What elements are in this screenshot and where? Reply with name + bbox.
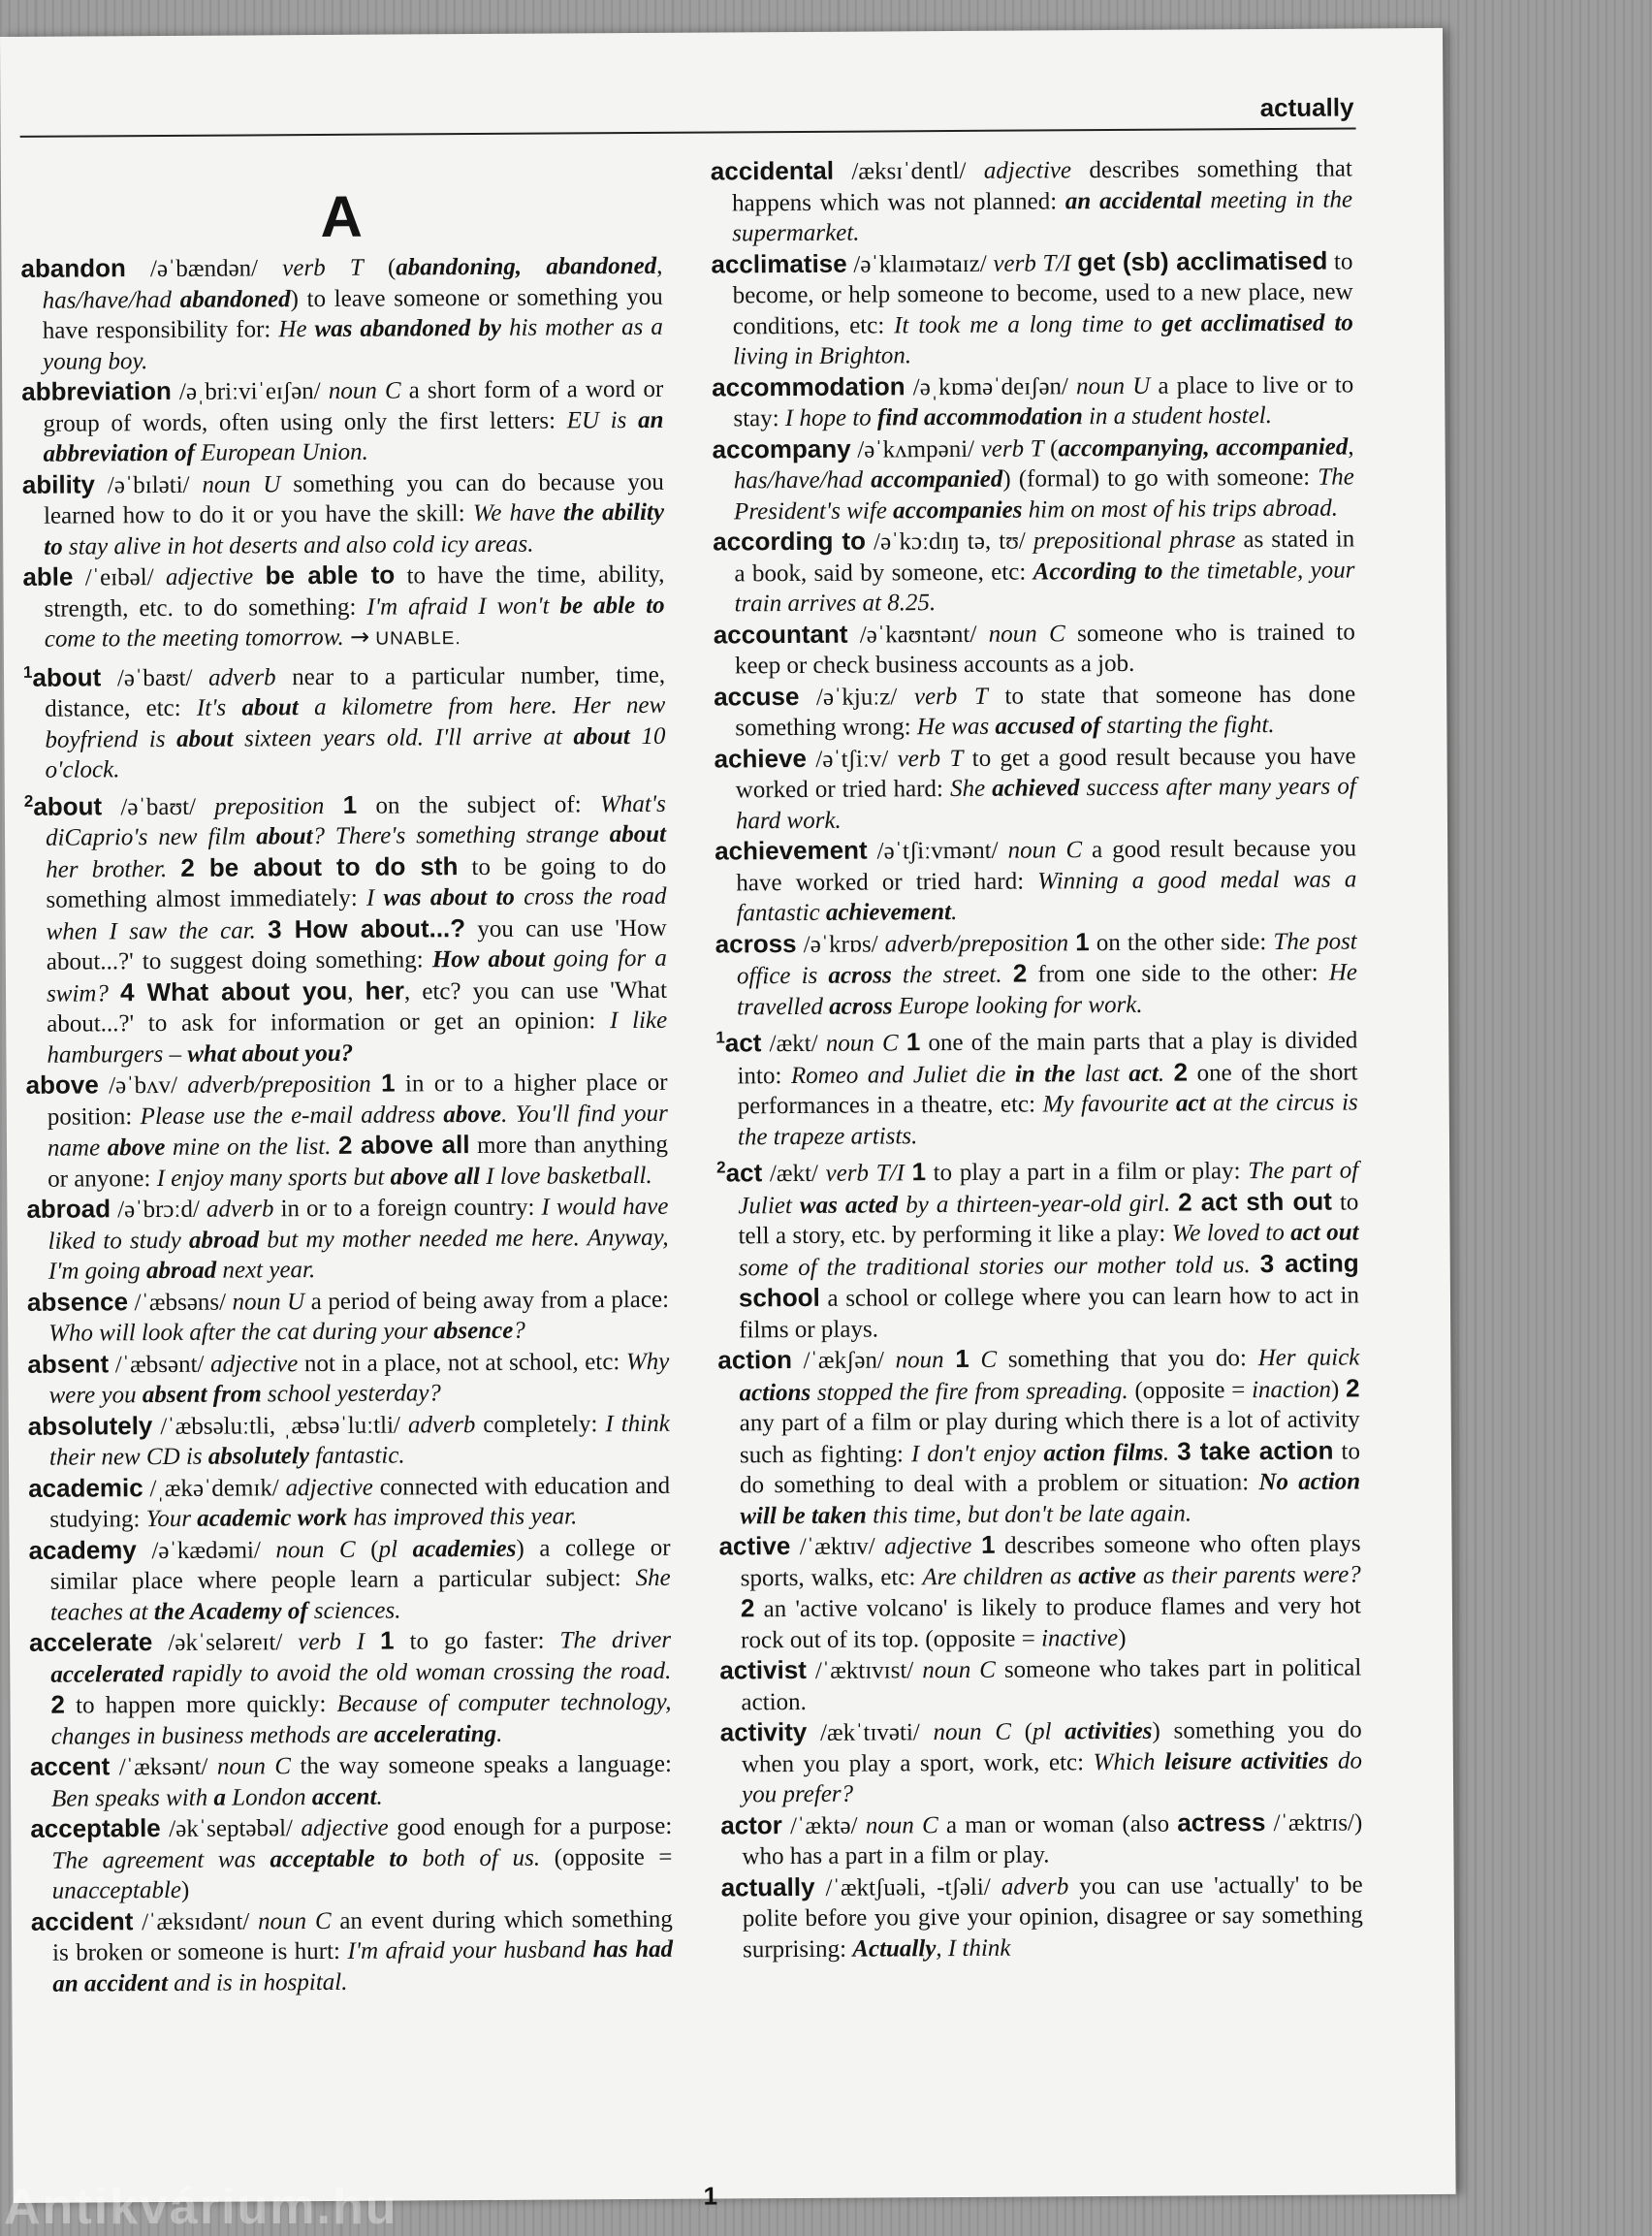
cross-reference-arrow-icon: → bbox=[349, 623, 370, 651]
left-column bbox=[20, 157, 674, 1999]
dictionary-entry: $^2$act /ækt/ verb T/I 1 to play a part in a film or play: The part of Juliet was acted by a thirteen-year-old girl. 2 act sth out to tell a story, etc. by performing it like a play: We loved to act out some of the traditional stories our mother told us. 3 acting school a school or college where you can learn how to act in films or plays. bbox=[716, 1157, 1360, 1343]
dictionary-entry: actually /ˈæktʃuəli, -tʃəli/ adverb you can use 'actually' to be polite before you give your opinion, disagree or say something surprising: Actually, I think bbox=[720, 1870, 1363, 1963]
headword: achievement bbox=[715, 835, 868, 866]
headword: accompany bbox=[712, 433, 851, 464]
dictionary-entry: abbreviation /əˌbriːviˈeɪʃən/ noun C a short form of a word or group of words, often using only the first letters: EU is an abbreviation of European Union. bbox=[21, 375, 664, 467]
headword: acceptable bbox=[30, 1813, 161, 1843]
dictionary-entry: accidental /æksɪˈdentl/ adjective describes something that happens which was not planned: an accidental meeting in the supermarket. bbox=[710, 155, 1353, 247]
headword: across bbox=[715, 928, 797, 959]
dictionary-entry: achieve /əˈtʃiːv/ verb T to get a good result because you have worked or tried hard: She achieved success after many years of hard work. bbox=[714, 742, 1356, 834]
dictionary-entry: accent /ˈæksənt/ noun C the way someone speaks a language: Ben speaks with a London accent. bbox=[29, 1750, 672, 1812]
headword: actor bbox=[720, 1809, 782, 1839]
dictionary-entry: $^1$act /ækt/ noun C 1 one of the main parts that a play is divided into: Romeo and Juliet die in the last act. 2 one of the short performances in a theatre, etc: My favourite act at the circus is the trapeze artists. bbox=[715, 1027, 1358, 1150]
dictionary-entry: accident /ˈæksɪdənt/ noun C an event during which something is broken or someone is hurt: I'm afraid your husband has had an accident and is in hospital. bbox=[30, 1905, 674, 1997]
dictionary-entry: academic /ˌækəˈdemɪk/ adjective connected with education and studying: Your academic work has improved this year. bbox=[28, 1472, 671, 1533]
watermark: Antikvárium.hu bbox=[4, 2179, 398, 2235]
headword: academy bbox=[28, 1534, 137, 1565]
dictionary-entry: absent /ˈæbsənt/ adjective not in a place, not at school, etc: Why were you absent from school yesterday? bbox=[27, 1348, 670, 1409]
dictionary-entry: acclimatise /əˈklaɪmətaɪz/ verb T/I get (sb) acclimatised to become, or help someone to become, used to a new place, new conditions, etc: It took me a long time to get acclimatised to living in Brighton. bbox=[711, 245, 1353, 370]
headword: accuse bbox=[714, 681, 800, 712]
headword: academic bbox=[28, 1472, 143, 1503]
dictionary-entry: abroad /əˈbrɔːd/ adverb in or to a foreign country: I would have liked to study abroad but my mother needed me here. Anyway, I'm going abroad next year. bbox=[26, 1193, 669, 1285]
headword: act bbox=[724, 1028, 762, 1058]
dictionary-entry: activist /ˈæktɪvɪst/ noun C someone who takes part in political action. bbox=[719, 1654, 1362, 1715]
dictionary-entry: accountant /əˈkaʊntənt/ noun C someone who is trained to keep or check business accounts as a job. bbox=[713, 618, 1355, 680]
headword: actually bbox=[720, 1871, 815, 1901]
dictionary-entry: able /ˈeɪbəl/ adjective be able to to have the time, ability, strength, etc. to do something: I'm afraid I won't be able to come to the meeting tomorrow. → UNABLE. bbox=[22, 559, 665, 653]
dictionary-entry: according to /əˈkɔːdɪŋ tə, tʊ/ prepositional phrase as stated in a book, said by someone, etc: According to the timetable, your train arrives at 8.25. bbox=[713, 526, 1355, 618]
dictionary-entry: $^2$about /əˈbaʊt/ preposition 1 on the subject of: What's diCaprio's new film about? There's something strange about her brother. 2 be about to do sth to be going to do something almost immediately: I was about to cross the road when I saw the car. 3 How about...? you can use 'How about...?' to suggest doing something: How about going for a swim? 4 What about you, her, etc? you can use 'What about...?' to ask for information or get an opinion: I like hamburgers – what about you? bbox=[23, 789, 668, 1069]
headword: about bbox=[32, 661, 102, 692]
headword: achieve bbox=[714, 743, 808, 774]
dictionary-entry: academy /əˈkædəmi/ noun C (pl academies) a college or similar place where people learn a particular subject: She teaches at the Academy of sciences. bbox=[28, 1534, 671, 1626]
headword: accountant bbox=[713, 619, 848, 650]
dictionary-entry: accommodation /əˌkɒməˈdeɪʃən/ noun U a place to live or to stay: I hope to find accommodation in a student hostel. bbox=[712, 370, 1354, 432]
headword: activity bbox=[719, 1716, 808, 1747]
headword: abbreviation bbox=[21, 375, 172, 406]
headword: able bbox=[22, 561, 74, 591]
headword: abandon bbox=[20, 253, 126, 283]
dictionary-entry: absolutely /ˈæbsəluːtli, ˌæbsəˈluːtli/ adverb completely: I think their new CD is absolutely fantastic. bbox=[27, 1410, 670, 1471]
headword: according to bbox=[713, 526, 867, 557]
right-entry-list bbox=[711, 152, 1363, 1964]
headword: action bbox=[717, 1345, 793, 1375]
headword: activist bbox=[719, 1654, 808, 1685]
headword: absolutely bbox=[27, 1410, 153, 1441]
dictionary-entry: action /ˈækʃən/ noun 1 C something that you do: Her quick actions stopped the fire from spreading. (opposite = inaction) 2 any part of a film or play during which there is a lot of activity such as fighting: I don't enjoy action films. 3 take action to do something to deal with a problem or situation: No action will be taken this time, but don't be late again. bbox=[717, 1343, 1361, 1529]
headword: accident bbox=[30, 1905, 134, 1936]
headword: accommodation bbox=[712, 370, 905, 402]
headword: acclimatise bbox=[711, 248, 847, 279]
headword: accidental bbox=[710, 155, 835, 186]
left-entry-list bbox=[20, 250, 673, 1999]
dictionary-entry: achievement /əˈtʃiːvmənt/ noun C a good result because you have worked or tried hard: Winning a good medal was a fantastic achievement. bbox=[715, 835, 1357, 927]
header-rule bbox=[20, 127, 1356, 137]
dictionary-entry: ability /əˈbɪləti/ noun U something you can do because you learned how to do it or you have the skill: We have the ability to stay alive in hot deserts and also cold icy areas. bbox=[21, 468, 665, 560]
headword: absent bbox=[27, 1348, 110, 1379]
headword: act bbox=[725, 1158, 763, 1188]
dictionary-entry: absence /ˈæbsəns/ noun U a period of being away from a place: Who will look after the cat during your absence? bbox=[26, 1286, 670, 1347]
dictionary-entry: above /əˈbʌv/ adverb/preposition 1 in or to a higher place or position: Please use the e-mail address above. You'll find your name above mine on the list. 2 above all more than anything or anyone: I enjoy many sports but above all I love basketball. bbox=[25, 1068, 669, 1193]
dictionary-entry: acceptable /əkˈseptəbəl/ adjective good enough for a purpose: The agreement was acceptable to both of us. (opposite = unacceptable) bbox=[30, 1812, 673, 1904]
dictionary-entry: across /əˈkrɒs/ adverb/preposition 1 on the other side: The post office is across the street. 2 from one side to the other: He travelled across Europe looking for work. bbox=[715, 926, 1358, 1020]
page-number: 1 bbox=[703, 2181, 718, 2211]
section-letter: A bbox=[320, 183, 364, 249]
headword: active bbox=[718, 1531, 791, 1561]
dictionary-entry: actor /ˈæktə/ noun C a man or woman (also actress /ˈæktrɪs/) who has a part in a film or play. bbox=[720, 1806, 1363, 1870]
dictionary-entry: abandon /əˈbændən/ verb T (abandoning, abandoned, has/have/had abandoned) to leave someone or something you have responsibility for: He was abandoned by his mother as a young boy. bbox=[20, 252, 663, 375]
dictionary-entry: active /ˈæktɪv/ adjective 1 describes someone who often plays sports, walks, etc: Are children as active as their parents were? 2 an 'active volcano' is likely to produce flames and very hot rock out of its top. (opposite = inactive) bbox=[718, 1529, 1361, 1653]
dictionary-entry: accuse /əˈkjuːz/ verb T to state that someone has done something wrong: He was accused of starting the fight. bbox=[714, 680, 1356, 742]
dictionary-entry: accompany /əˈkʌmpəni/ verb T (accompanying, accompanied, has/have/had accompanied) (formal) to go with someone: The President's wife accompanies him on most of his trips abroad. bbox=[712, 432, 1354, 525]
headword: accent bbox=[29, 1751, 111, 1781]
headword: accelerate bbox=[29, 1627, 153, 1657]
headword: ability bbox=[21, 468, 96, 499]
dictionary-entry: activity /ækˈtɪvəti/ noun C (pl activities) something you do when you play a sport, work, etc: Which leisure activities do you prefer? bbox=[719, 1716, 1362, 1808]
headword: about bbox=[33, 790, 103, 821]
headword: above bbox=[25, 1070, 99, 1100]
headword: abroad bbox=[26, 1194, 111, 1224]
dictionary-entry: $^1$about /əˈbaʊt/ adverb near to a particular number, time, distance, etc: It's about a kilometre from here. Her new boyfriend is about sixteen years old. I'll arrive at about 10 o'clock. bbox=[22, 661, 666, 783]
running-head: actually bbox=[1259, 92, 1354, 123]
right-column bbox=[711, 152, 1363, 1964]
headword: absence bbox=[26, 1286, 129, 1317]
dictionary-entry: accelerate /əkˈseləreɪt/ verb I 1 to go faster: The driver accelerated rapidly to avoid the old woman crossing the road. 2 to happen more quickly: Because of computer technology, changes in business methods are accelerating. bbox=[29, 1625, 672, 1750]
